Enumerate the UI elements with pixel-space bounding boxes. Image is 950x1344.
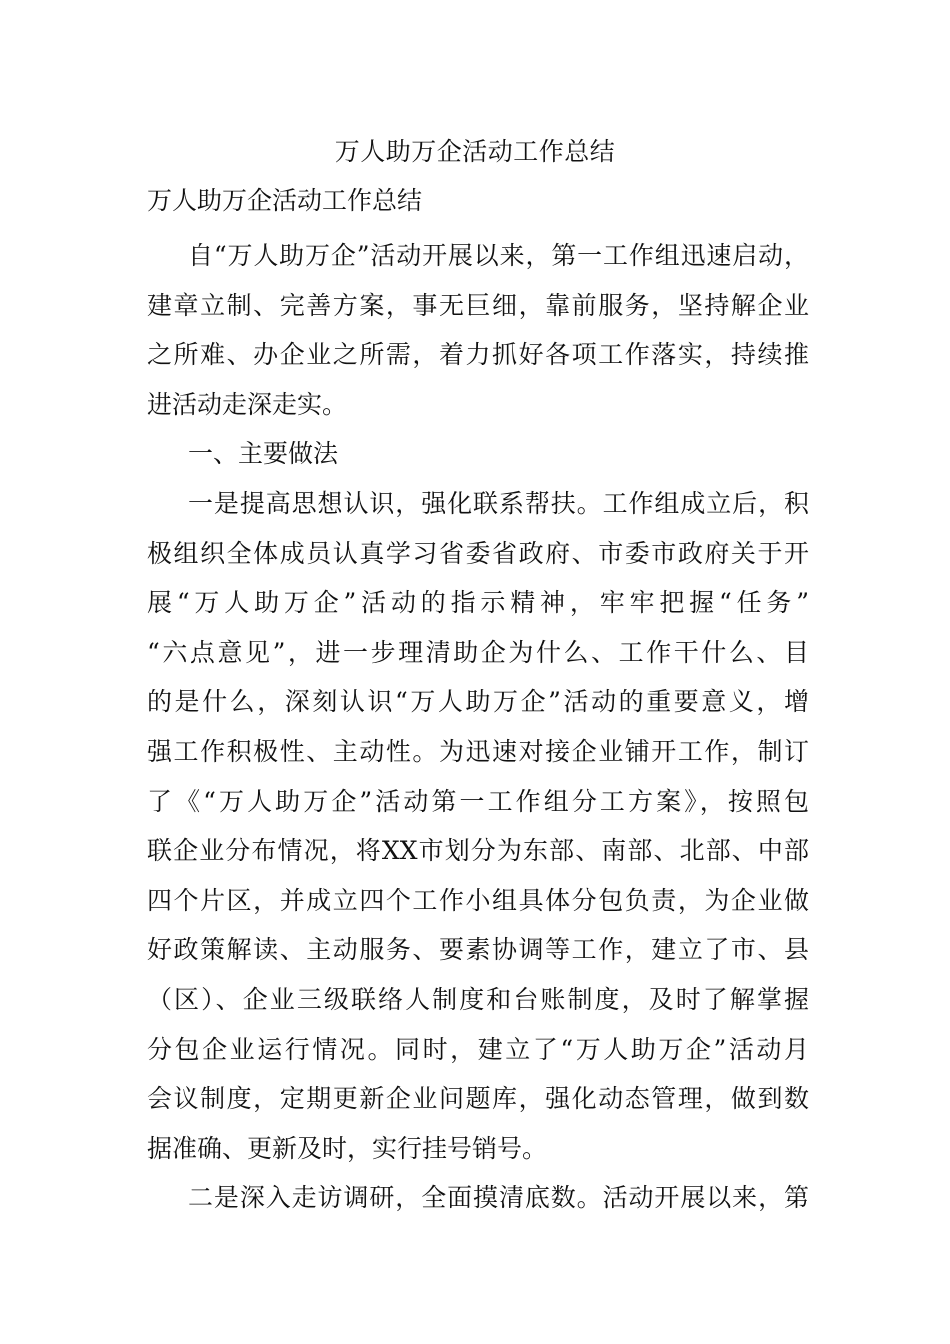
- paragraph-line: 极组织全体成员认真学习省委省政府、市委市政府关于开: [147, 538, 809, 568]
- paragraph-method-2: [147, 1173, 809, 1223]
- paragraph-line: 的是什么，深刻认识“万人助万企”活动的重要意义，增: [147, 687, 809, 717]
- paragraph-line: 一是提高思想认识，强化联系帮扶。工作组成立后，积: [188, 488, 809, 518]
- paragraph-line: 强工作积极性、主动性。为迅速对接企业铺开工作，制订: [147, 736, 809, 766]
- document-body: [147, 231, 809, 1223]
- document-title: 万人助万企活动工作总结: [334, 137, 616, 166]
- paragraph-line: “六点意见”，进一步理清助企为什么、工作干什么、目: [147, 637, 809, 667]
- paragraph-method-1: [147, 479, 809, 1173]
- paragraph-line: 分包企业运行情况。同时，建立了“万人助万企”活动月: [147, 1034, 809, 1064]
- paragraph-line: 建章立制、完善方案，事无巨细，靠前服务，坚持解企业: [147, 290, 809, 320]
- paragraph-line: 之所难、办企业之所需，着力抓好各项工作落实，持续推: [147, 340, 809, 370]
- paragraph-line: 据准确、更新及时，实行挂号销号。: [147, 1133, 548, 1163]
- paragraph-line: 进活动走深走实。: [147, 389, 348, 419]
- paragraph-line: 四个片区，并成立四个工作小组具体分包负责，为企业做: [147, 885, 809, 915]
- paragraph-line: 了《“万人助万企”活动第一工作组分工方案》，按照包: [147, 786, 809, 816]
- paragraph-line: 自“万人助万企”活动开展以来，第一工作组迅速启动，: [188, 241, 809, 270]
- paragraph-intro: [147, 231, 809, 429]
- section-heading-text: 一、主要做法: [188, 439, 339, 469]
- paragraph-line: 会议制度，定期更新企业问题库，强化动态管理，做到数: [147, 1084, 809, 1114]
- document-subtitle: 万人助万企活动工作总结: [147, 186, 423, 215]
- paragraph-line: 二是深入走访调研，全面摸清底数。活动开展以来，第: [188, 1183, 809, 1213]
- section-heading: [147, 429, 809, 479]
- paragraph-line: 联企业分布情况，将XX市划分为东部、南部、北部、中部: [147, 836, 809, 866]
- paragraph-line: 好政策解读、主动服务、要素协调等工作，建立了市、县: [147, 935, 809, 965]
- paragraph-line: （区）、企业三级联络人制度和台账制度，及时了解掌握: [147, 984, 809, 1014]
- paragraph-line: 展“万人助万企”活动的指示精神，牢牢把握“任务”: [147, 588, 809, 618]
